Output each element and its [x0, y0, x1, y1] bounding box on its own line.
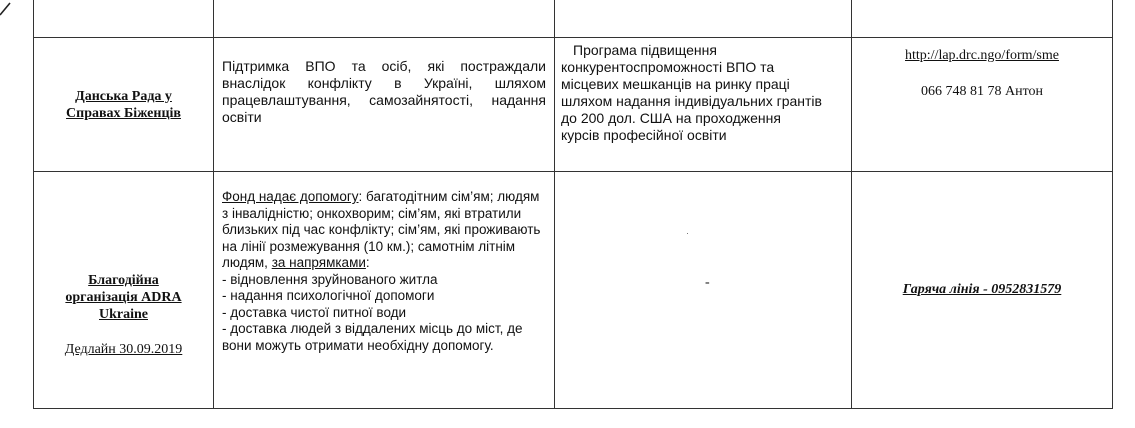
organization-cell: [34, 172, 214, 409]
program-line: шляхом надання індивідуальних грантів: [561, 93, 822, 109]
direction-item: - надання психологічної допомоги: [222, 288, 435, 303]
organization-name: [34, 222, 213, 323]
program-line: конкурентоспроможності ВПО та: [561, 59, 775, 75]
directions-colon: :: [365, 255, 370, 270]
description-cell: [214, 172, 555, 409]
description-cell: Підтримка ВПО та осіб, які постраждали внаслідок конфлікту в Україні, шляхом працевлаштування, самозайнятості, надання освіти: [214, 38, 555, 172]
table-row-drc: [34, 38, 1113, 172]
program-line: Програма підвищення: [573, 42, 717, 58]
hotline-cell: Гаряча лінія - 0952831579: [852, 172, 1113, 409]
cell-empty: [555, 0, 852, 38]
program-cell: [555, 172, 852, 409]
organization-name-line: Благодійна: [88, 273, 159, 288]
program-line: до 200 дол. США на проходження: [561, 110, 781, 126]
table-row-adra: [34, 172, 1113, 409]
program-line: курсів професійної освіти: [561, 127, 727, 143]
organization-name-line: Справах Біженців: [66, 105, 181, 121]
table-row-previous: [34, 0, 1113, 38]
cell-empty: [852, 0, 1113, 38]
program-cell: [555, 38, 852, 172]
cell-empty: [214, 0, 555, 38]
registration-link[interactable]: http://lap.drc.ngo/form/sme: [905, 48, 1059, 63]
cell-empty: [34, 0, 214, 38]
organization-name-line: Данська Рада у: [75, 88, 172, 104]
contact-cell: [852, 38, 1113, 172]
program-line: місцевих мешканців на ринку праці: [561, 76, 790, 92]
organizations-table: [33, 0, 1113, 409]
organization-cell: [34, 38, 214, 172]
organization-name-line: організація ADRA: [65, 290, 182, 305]
lead-phrase: Фонд надає допомогу: [222, 189, 359, 204]
beneficiaries-text: : багатодітним сім’ям; людям з інвалідністю; онкохворим; сім’ям, які втратили близьких під час конфлікту; сім’ям, які проживають на лінії розмежування (10 км.); самотнім літнім людям,: [222, 189, 541, 270]
deadline-text: Дедлайн 30.09.2019: [64, 342, 183, 357]
direction-item: - відновлення зруйнованого житла: [222, 271, 438, 287]
direction-item: - доставка людей з віддалених місць до міст, де вони можуть отримати необхідну допомогу.: [222, 321, 523, 353]
organization-name-line: Ukraine: [99, 307, 148, 322]
contact-phone: 066 748 81 78 Антон: [920, 84, 1044, 99]
corner-mark: [0, 0, 16, 16]
program-placeholder: -: [705, 275, 710, 290]
speck-mark: [687, 233, 688, 234]
direction-item: - доставка чистої питної води: [222, 304, 407, 320]
directions-phrase: за напрямками: [271, 255, 366, 270]
